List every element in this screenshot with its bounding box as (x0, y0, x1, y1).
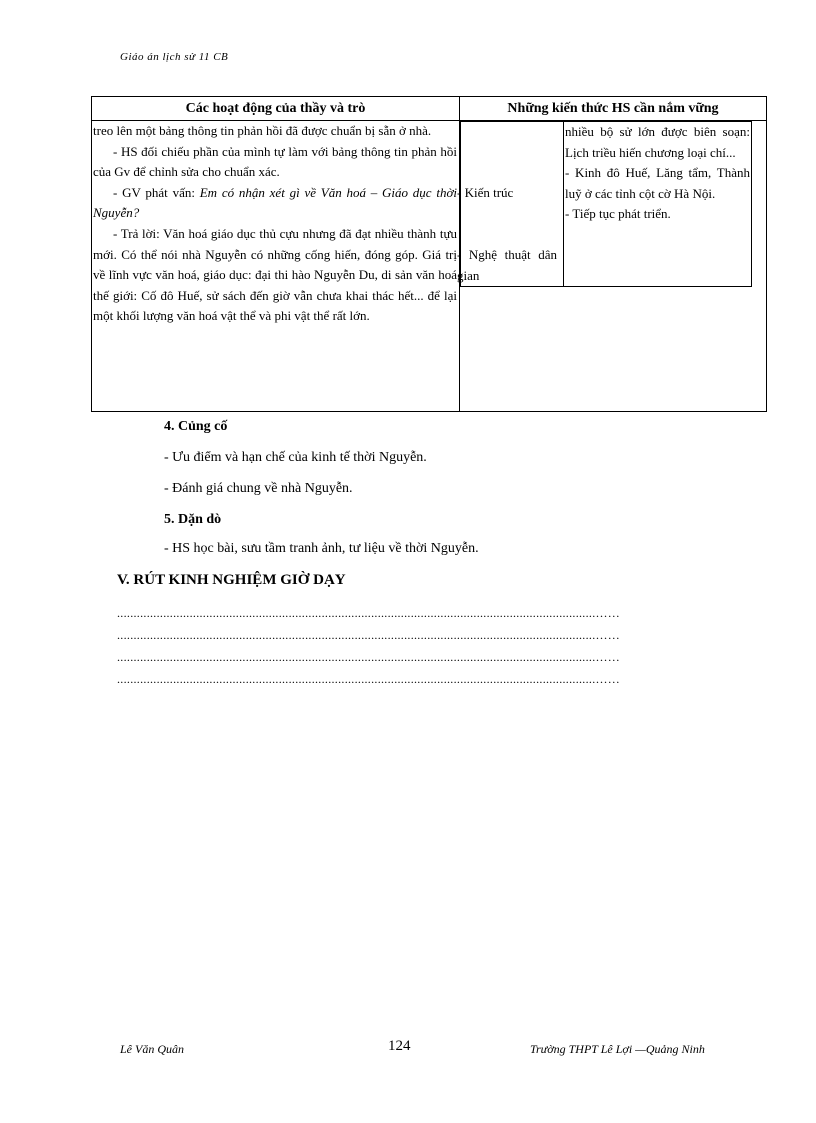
homework-title (164, 512, 221, 528)
activity-answer: - Trả lời: Văn hoá giáo dục thủ cựu nhưng đã đạt nhiều thành tựu mới. Có thể nói nhà Nguyễn có những cống hiến, đóng góp. Giá trị về lĩnh vực văn hoá, giáo dục: đại thi hào Nguyễn Du, di sản văn hoá thế giới: Cố đô Huế, sử sách đến giờ vẫn chưa khai thác hết... để lại một khối lượng văn hoá vật thể và phi vật thể rất lớn. (93, 225, 457, 324)
detail-item: nhiều bộ sử lớn được biên soạn: Lịch triều hiến chương loại chí... (565, 124, 750, 160)
reflection-line: .................................................................................................................................................…… (117, 672, 621, 686)
consolidation-item: - Đánh giá chung về nhà Nguyễn. (164, 481, 353, 496)
activity-paragraph: treo lên một bảng thông tin phản hồi đã được chuẩn bị sẵn ở nhà. (93, 123, 432, 138)
page-number: 124 (388, 1038, 411, 1054)
topics-cell (457, 122, 564, 287)
question-text: Em có nhận xét gì về Văn hoá – Giáo dục thời Nguyễn? (93, 184, 458, 221)
consolidation-heading: 4. Củng cố (164, 419, 228, 434)
knowledge-inner-table (457, 121, 752, 287)
activities-cell (92, 121, 460, 412)
activity-paragraph: - HS đối chiếu phần của mình tự làm với bảng thông tin phản hồi của Gv để chỉnh sửa cho chuẩn xác. (93, 143, 457, 180)
knowledge-cell (457, 121, 767, 412)
table-row (92, 121, 767, 412)
detail-item: - Kinh đô Huế, Lăng tẩm, Thành luỹ ở các tỉnh cột cờ Hà Nội. (565, 165, 750, 201)
homework-heading: 5. Dặn dò (164, 512, 222, 527)
details-cell (564, 122, 752, 287)
reflection-heading: V. RÚT KINH NGHIỆM GIỜ DẠY (117, 572, 346, 588)
reflection-line: .................................................................................................................................................…… (117, 650, 621, 664)
topic-folk-art-label: - Nghệ thuật dân gian (457, 247, 557, 283)
consolidation-item: - Ưu điểm và hạn chế của kinh tế thời Nguyễn. (164, 450, 427, 465)
activity-question (93, 183, 457, 224)
table-header-row (92, 97, 767, 121)
detail-item: - Tiếp tục phát triển. (565, 206, 671, 222)
reflection-line: .................................................................................................................................................…… (117, 628, 621, 642)
reflection-line: .................................................................................................................................................…… (117, 606, 621, 620)
col-header-activities: Các hoạt động của thầy và trò (92, 97, 460, 121)
consolidation-title (164, 419, 227, 435)
table-row (461, 122, 752, 287)
running-header: Giáo án lịch sử 11 CB (120, 51, 229, 63)
question-prefix: - GV phát vấn: (113, 184, 200, 200)
footer-author: Lê Văn Quân (120, 1042, 184, 1056)
reflection-title (117, 572, 346, 589)
topic-architecture: - Kiến trúc (457, 185, 514, 200)
activities-table (91, 96, 767, 412)
footer-school: Trường THPT Lê Lợi —Quảng Ninh (530, 1042, 705, 1056)
homework-item: - HS học bài, sưu tầm tranh ảnh, tư liệu về thời Nguyễn. (164, 541, 479, 556)
col-header-knowledge: Những kiến thức HS cần nắm vững (460, 97, 767, 121)
topic-folk-art (457, 245, 557, 286)
